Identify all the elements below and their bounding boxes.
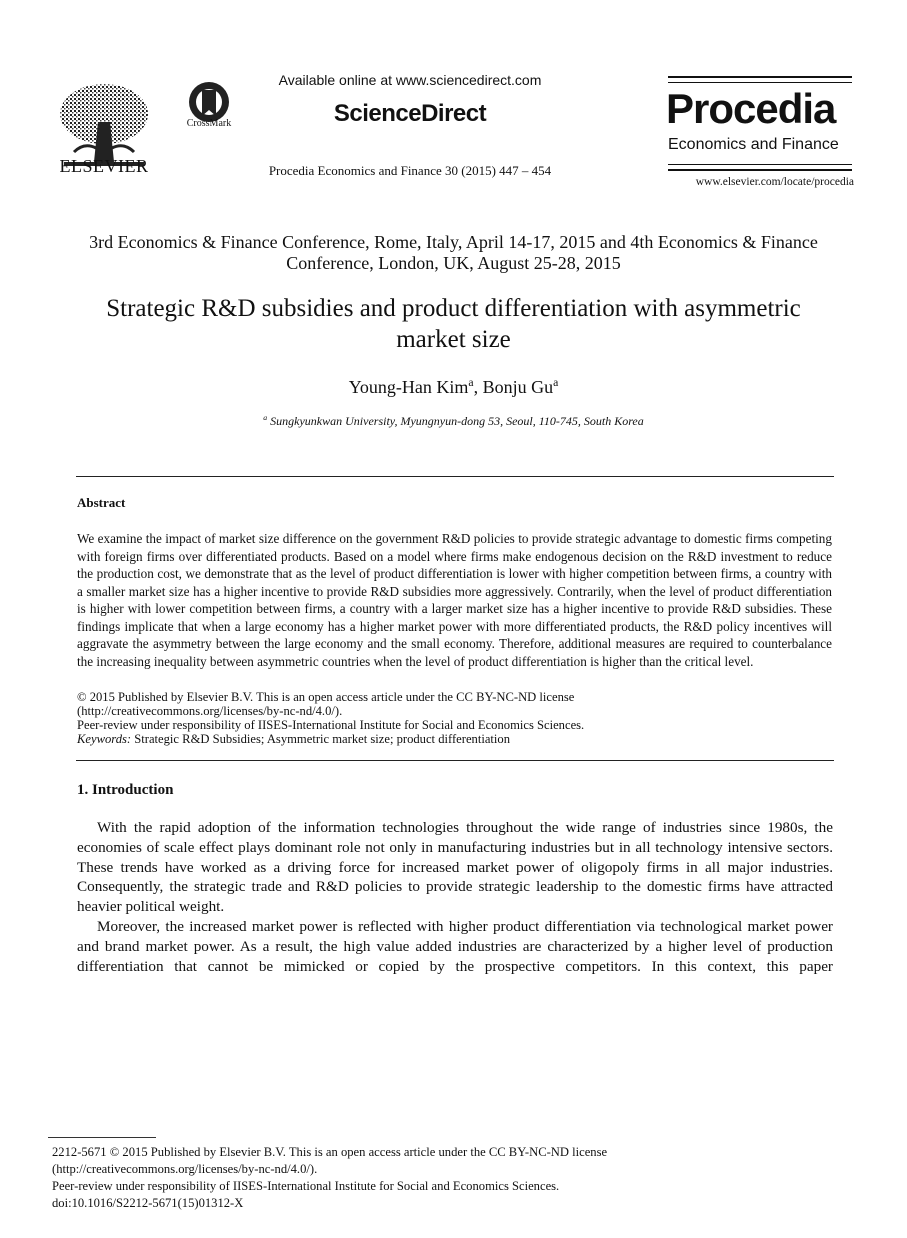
author-separator: , bbox=[473, 377, 483, 397]
affiliation-text: Sungkyunkwan University, Myungnyun-dong 53, Seoul, 110-745, South Korea bbox=[267, 414, 644, 428]
author-affiliation-mark: a bbox=[468, 376, 474, 389]
affiliation bbox=[100, 413, 807, 429]
keywords-list: Strategic R&D Subsidies; Asymmetric market size; product differentiation bbox=[131, 732, 511, 746]
elsevier-wordmark: ELSEVIER bbox=[59, 156, 149, 176]
keywords-label: Keywords: bbox=[77, 732, 132, 746]
keywords bbox=[77, 732, 832, 746]
abstract-heading: Abstract bbox=[77, 495, 126, 510]
author-affiliation-mark: a bbox=[553, 376, 559, 389]
footer-peer-review: Peer-review under responsibility of IISES-International Institute for Social and Economics Sciences. bbox=[52, 1179, 560, 1193]
footer-copyright: 2212-5671 © 2015 Published by Elsevier B.V. This is an open access article under the CC BY-NC-ND license bbox=[52, 1145, 608, 1159]
introduction-heading: 1. Introduction bbox=[77, 782, 174, 798]
author-name: Young-Han Kim bbox=[348, 377, 469, 397]
abstract-text: We examine the impact of market size difference on the government R&D policies to provide strategic advantage to domestic firms competing with foreign firms over differentiated products. Based on a model where firms make endogenous decision on the R&D investment to reduce the production cost, we demonstrate that as the level of product differentiation is lower with higher competition between firms, a country with a smaller market size has a higher incentive to provide R&D subsidies more aggressively. Contrarily, when the level of product differentiation is higher with lower competition between firms, a country with a larger market size has a higher incentive to provide R&D subsidies. These findings implicate that when a large economy has a higher market power with more differentiated products, the R&D policy incentives will aggravate the asymmetry between the large economy and the small economy. Therefore, additional measures are required to counterbalance the increasing inequality between asymmetric countries when the level of product differentiation is higher than the critical level. bbox=[77, 531, 832, 669]
journal-url-link[interactable]: www.elsevier.com/locate/procedia bbox=[695, 176, 854, 188]
paper-title: Strategic R&D subsidies and product differentiation with asymmetric market size bbox=[106, 295, 801, 353]
procedia-rule bbox=[668, 169, 852, 171]
license-link[interactable]: (http://creativecommons.org/licenses/by-nc-nd/4.0/). bbox=[77, 704, 343, 718]
procedia-rule bbox=[668, 164, 852, 165]
paragraph: Moreover, the increased market power is reflected with higher product differentiation via technological market power and brand market power. As a result, the high value added industries are characterized by a higher level of production differentiation that cannot be mimicked or copied by the prospective competitors. In this context, this paper bbox=[77, 917, 833, 975]
introduction-body bbox=[77, 818, 833, 976]
author-name: Bonju Gu bbox=[482, 377, 554, 397]
section-divider bbox=[76, 476, 834, 477]
footer-divider bbox=[48, 1137, 156, 1138]
conference-info: 3rd Economics & Finance Conference, Rome, Italy, April 14-17, 2015 and 4th Economics & Finance Conference, London, UK, August 25-28, 2015 bbox=[89, 232, 818, 273]
procedia-rule bbox=[668, 76, 852, 78]
peer-review-notice: Peer-review under responsibility of IISES-International Institute for Social and Economics Sciences. bbox=[77, 718, 585, 732]
footer-license-link[interactable]: (http://creativecommons.org/licenses/by-nc-nd/4.0/). bbox=[52, 1162, 318, 1176]
journal-reference: Procedia Economics and Finance 30 (2015) 447 – 454 bbox=[268, 163, 552, 178]
copyright-notice: © 2015 Published by Elsevier B.V. This is an open access article under the CC BY-NC-ND license bbox=[77, 690, 575, 704]
affiliation-mark: a bbox=[263, 413, 268, 422]
procedia-logo: Procedia bbox=[666, 85, 836, 132]
available-online-text: Available online at www.sciencedirect.com bbox=[278, 72, 542, 88]
footer-doi[interactable]: doi:10.1016/S2212-5671(15)01312-X bbox=[52, 1196, 244, 1210]
procedia-subtitle: Economics and Finance bbox=[668, 136, 839, 153]
section-divider bbox=[76, 760, 834, 761]
crossmark-label: CrossMark bbox=[186, 118, 232, 129]
sciencedirect-logo[interactable]: ScienceDirect bbox=[333, 100, 487, 127]
author-list bbox=[100, 376, 807, 398]
paragraph: With the rapid adoption of the information technologies throughout the wide range of industries since 1980s, the economies of scale effect plays dominant role not only in manufacturing industries but in all technology intensive sectors. These trends have worked as a driving force for increased market power of oligopoly firms in all major industries. Consequently, the strategic trade and R&D policies to provide strategic leadership to the domestic firms have attracted heavier political weight. bbox=[77, 819, 833, 916]
procedia-rule bbox=[668, 82, 852, 83]
